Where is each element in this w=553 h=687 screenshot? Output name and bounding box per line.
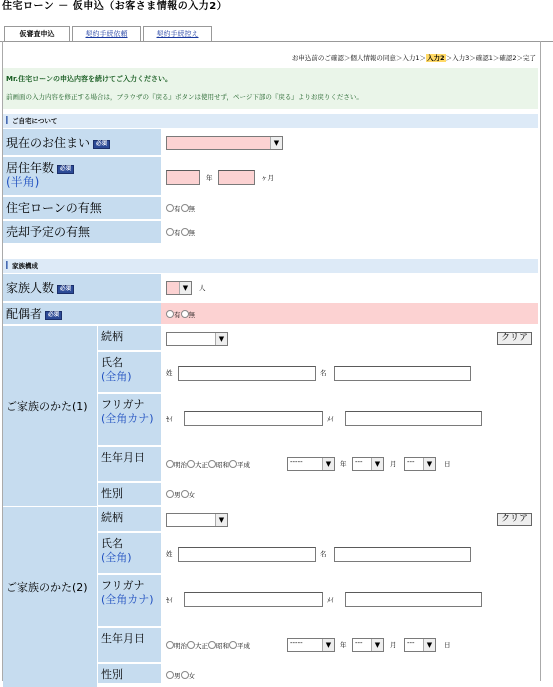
home-heading-text: ご自宅について	[12, 117, 58, 125]
member1-clear-button[interactable]: クリア	[497, 332, 532, 345]
era-heisei-radio[interactable]	[229, 641, 237, 649]
member1-birth-month-select[interactable]: --- ▼	[352, 457, 384, 471]
birth-label: 生年月日	[98, 447, 161, 481]
family-count-value	[161, 274, 538, 301]
era-taisho-radio[interactable]	[187, 460, 195, 468]
name-value: 姓 名	[161, 533, 538, 573]
required-badge: 必須	[57, 285, 74, 294]
spouse-yes-radio[interactable]	[166, 310, 174, 318]
member2-gender-row	[98, 664, 538, 684]
sale-row	[3, 221, 538, 244]
member2-label: ご家族のかた(2)	[3, 507, 97, 687]
member1-mei-input[interactable]	[334, 366, 471, 381]
kana-label: フリガナ (全角カナ)	[98, 575, 161, 626]
member2-male-radio[interactable]	[166, 671, 174, 679]
tab-karishinsa[interactable]: 仮審査申込	[4, 26, 70, 42]
steps-current: 入力2	[427, 54, 445, 62]
name-value: 姓 名	[161, 352, 538, 392]
gender-label: 性別	[98, 664, 161, 683]
required-badge: 必須	[45, 311, 62, 320]
member2-birth-year-select[interactable]: ----- ▼	[287, 638, 335, 652]
required-badge: 必須	[93, 140, 110, 149]
family-section-heading	[3, 259, 538, 273]
chevron-down-icon: ▼	[270, 137, 282, 149]
member2-birth-day-select[interactable]: --- ▼	[404, 638, 436, 652]
era-showa-radio[interactable]	[208, 460, 216, 468]
member2-female-radio[interactable]	[181, 671, 189, 679]
birth-value: 明治 大正 昭和 平成 ----- ▼ 年 --- ▼ 月 --- ▼ 日	[161, 628, 538, 662]
kana-value: ｾｲ ﾒｲ	[161, 575, 538, 626]
member2-sei-kana-input[interactable]	[184, 592, 323, 607]
member2-mei-input[interactable]	[334, 547, 471, 562]
member1-name-row	[98, 352, 538, 393]
member2-birth-month-select[interactable]: --- ▼	[352, 638, 384, 652]
gender-label: 性別	[98, 483, 161, 505]
month-unit: ヶ月	[261, 174, 274, 182]
birth-label: 生年月日	[98, 628, 161, 662]
member1-sei-kana-input[interactable]	[184, 411, 323, 426]
member2-mei-kana-input[interactable]	[345, 592, 482, 607]
name-label: 氏名 (全角)	[98, 352, 161, 392]
address-row	[3, 129, 538, 156]
member1-relation-row	[98, 326, 538, 351]
chevron-down-icon: ▼	[179, 282, 191, 294]
member2-relation-select[interactable]	[166, 513, 228, 527]
member2-clear-button[interactable]: クリア	[497, 513, 532, 526]
notice-box	[3, 68, 538, 109]
member2-relation-row	[98, 507, 538, 532]
member1-sei-input[interactable]	[178, 366, 316, 381]
relation-value	[161, 507, 538, 531]
kana-label: フリガナ (全角カナ)	[98, 394, 161, 445]
years-row	[3, 157, 538, 196]
page-title: 住宅ローン － 仮申込（お客さま情報の入力2）	[2, 1, 228, 12]
relation-label: 続柄	[98, 507, 161, 531]
sale-no-radio[interactable]	[181, 228, 189, 236]
chevron-down-icon: ▼	[322, 458, 334, 470]
has-loan-no-radio[interactable]	[181, 204, 189, 212]
spouse-no-radio[interactable]	[181, 310, 189, 318]
count-unit: 人	[199, 284, 206, 292]
member1-birth-year-select[interactable]: ----- ▼	[287, 457, 335, 471]
year-unit: 年	[206, 174, 213, 182]
member1-gender-row	[98, 483, 538, 506]
member2-kana-row	[98, 575, 538, 627]
family-count-select[interactable]	[166, 281, 192, 295]
spouse-label: 配偶者 必須	[3, 303, 161, 324]
member1-female-radio[interactable]	[181, 490, 189, 498]
address-label: 現在のお住まい 必須	[3, 129, 161, 155]
has-loan-yes-radio[interactable]	[166, 204, 174, 212]
steps-before: お申込前のご確認＞個人情報の同意＞入力1＞	[291, 54, 427, 62]
home-section-heading	[3, 114, 538, 128]
chevron-down-icon: ▼	[423, 458, 435, 470]
member2-sei-input[interactable]	[178, 547, 316, 562]
family-count-row	[3, 274, 538, 302]
required-badge: 必須	[57, 165, 74, 174]
notice-line1: Mr.住宅ローンの申込内容を続けてご入力ください。	[6, 75, 172, 83]
sale-value: 有 無	[161, 221, 538, 243]
birth-value: 明治 大正 昭和 平成 ----- ▼ 年 --- ▼ 月 --- ▼ 日	[161, 447, 538, 481]
sale-label: 売却予定の有無	[3, 221, 161, 243]
chevron-down-icon: ▼	[423, 639, 435, 651]
member2-birth-row	[98, 628, 538, 663]
relation-label: 続柄	[98, 326, 161, 350]
chevron-down-icon: ▼	[215, 333, 227, 345]
name-label: 氏名 (全角)	[98, 533, 161, 573]
tab-keiyaku-irai[interactable]: 契約手続依頼	[72, 26, 141, 42]
years-input[interactable]	[166, 170, 200, 185]
has-loan-value: 有 無	[161, 197, 538, 219]
notice-line2: 前画面の入力内容を修正する場合は，ブラウザの『戻る』ボタンは使用せず，ページ下部の『戻る』よりお戻りください。	[6, 93, 363, 101]
years-value	[161, 157, 538, 195]
spouse-row	[3, 303, 538, 325]
spouse-value: 有 無	[161, 303, 538, 324]
era-meiji-radio[interactable]	[166, 641, 174, 649]
chevron-down-icon: ▼	[371, 639, 383, 651]
member1-birth-day-select[interactable]: --- ▼	[404, 457, 436, 471]
member1-male-radio[interactable]	[166, 490, 174, 498]
era-taisho-radio[interactable]	[187, 641, 195, 649]
months-input[interactable]	[218, 170, 255, 185]
step-indicator	[0, 53, 536, 62]
era-meiji-radio[interactable]	[166, 460, 174, 468]
address-value	[161, 129, 538, 155]
era-showa-radio[interactable]	[208, 641, 216, 649]
member1-label: ご家族のかた(1)	[3, 326, 97, 506]
family-count-label: 家族人数 必須	[3, 274, 161, 301]
member1-birth-row	[98, 447, 538, 482]
era-heisei-radio[interactable]	[229, 460, 237, 468]
has-loan-label: 住宅ローンの有無	[3, 197, 161, 219]
family-heading-text: 家族構成	[12, 262, 38, 270]
years-sub-label: (半角)	[6, 175, 40, 189]
years-label: 居住年数 必須 (半角)	[3, 157, 161, 195]
heading-bar-icon	[6, 116, 8, 124]
chevron-down-icon: ▼	[371, 458, 383, 470]
tab-keiyaku-hikae[interactable]: 契約手続控え	[143, 26, 212, 42]
relation-value	[161, 326, 538, 350]
chevron-down-icon: ▼	[322, 639, 334, 651]
kana-value: ｾｲ ﾒｲ	[161, 394, 538, 445]
member1-kana-row	[98, 394, 538, 446]
member1-relation-select[interactable]	[166, 332, 228, 346]
address-select[interactable]	[166, 136, 283, 150]
gender-value: 男 女	[161, 664, 538, 683]
steps-after: ＞入力3＞確認1＞確認2＞完了	[445, 54, 536, 62]
heading-bar-icon	[6, 261, 8, 269]
sale-yes-radio[interactable]	[166, 228, 174, 236]
gender-value: 男 女	[161, 483, 538, 505]
member1-mei-kana-input[interactable]	[345, 411, 482, 426]
has-loan-row	[3, 197, 538, 220]
chevron-down-icon: ▼	[215, 514, 227, 526]
member2-name-row	[98, 533, 538, 574]
